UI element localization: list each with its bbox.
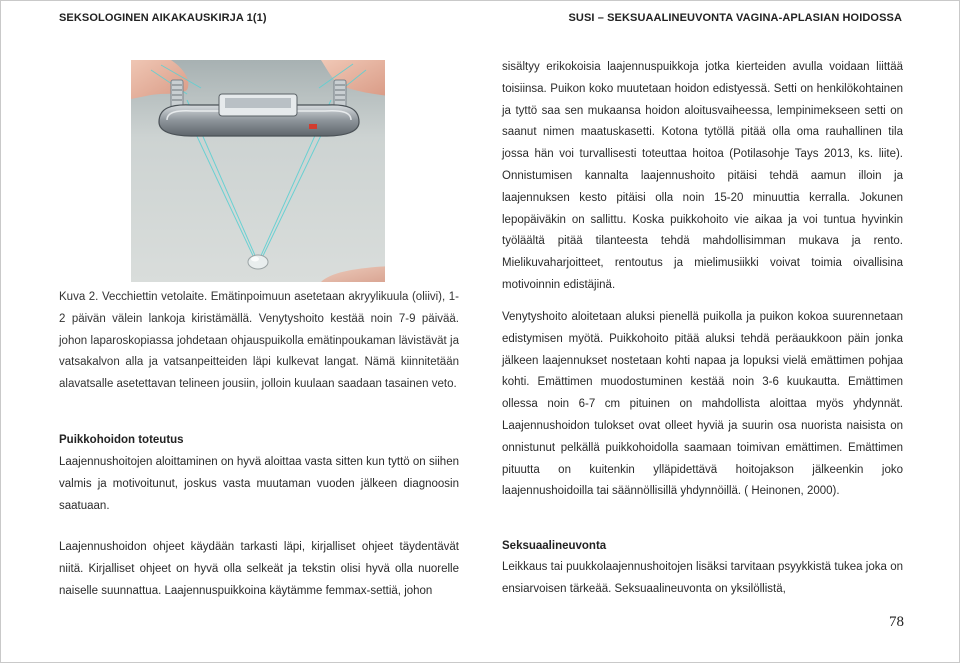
device-illustration <box>131 60 385 282</box>
section-heading-puikkohoidon-toteutus: Puikkohoidon toteutus <box>59 434 184 446</box>
figure-vecchietti-device-photo <box>131 60 385 282</box>
red-marker-icon <box>309 124 317 129</box>
paragraph-right-2: Venytyshoito aloitetaan aluksi pienellä puikolla ja puikon kokoa suurennetaan edistymisen myötä. Puikkohoito pitää aluksi tehdä peräaukkoon päin jonka jälkeen laajennukset nostetaan kohti napaa ja lopuksi vielä emättimen pohjaa kohti. Emättimen muodostuminen kestää noin 3-6 kuukautta. Emättimen ollessa noin 6-7 cm pituinen on mahdollista aloittaa myös yhdynnät. Laajennushoidon tulokset ovat olleet hyviä ja suurin osa nuorista naisista on onnistunut pelkällä puikkohoidolla saamaan toimivan emättimen. Emättimen pituutta on kuitenkin ylläpidettävä hoitojakson jälkeenkin joko laajennushoidoilla tai säännöllisillä yhdynnöillä. ( Heinonen, 2000). <box>502 311 903 498</box>
paragraph-right-1: sisältyy erikokoisia laajennuspuikkoja jotka kierteiden avulla voidaan liittää toisiinsa. Puikon koko muutetaan hoidon edistyessä. Setti on henkilökohtainen ja tyttö saa sen mukaansa hoidon aloitusvaiheessa, lempinimekseen setti on saanut nimen maatuskasetti. Kotona tytöllä pitää olla oma rauhallinen tila jossa hän voi turvallisesti toteuttaa hoitoa (Potilasohje Tays 2013, ks. liite). Onnistumisen kannalta laajennushoito pitäisi tehdä aamun illoin ja laajennuksen kesto pitäisi olla noin 15-20 minuuttia kerralla. Jokunen lepopäiväkin on sallittu. Koska puikkohoito vie aikaa ja voi tuntua hyvinkin työläältä pitää tilanteesta tehdä mahdollisimman mukava ja rento. Mielikuvaharjoitteet, rentoutus ja mielimusiikki voivat toimia oivallisina motivoinnin edistäjinä. <box>502 61 903 291</box>
running-header-left: SEKSOLOGINEN AIKAKAUSKIRJA 1(1) <box>59 12 267 24</box>
figure-caption: Kuva 2. Vecchiettin vetolaite. Emätinpoimuun asetetaan akryylikuula (oliivi), 1-2 päivän välein lankoja kiristämällä. Venytyshoito kestää noin 7-9 päivää. johon laparoskopiassa johdetaan ohjauspuikolla emätinpoukaman lävistävät ja vatsakalvon alla ja vatsanpeitteiden läpi kulkevat langat. Nämä kiinnitetään alavatsalle asetettavan telineen jousiin, jolloin kuulaan saadaan tasainen veto. <box>59 291 459 391</box>
acrylic-ball-icon <box>248 255 268 269</box>
section-heading-seksuaalineuvonta: Seksuaalineuvonta <box>502 540 607 552</box>
running-header-right: SUSI – SEKSUAALINEUVONTA VAGINA-APLASIAN HOIDOSSA <box>568 12 902 24</box>
paragraph-left-1: Laajennushoitojen aloittaminen on hyvä aloittaa vasta sitten kun tyttö on siihen valmis ja motivoitunut, joskus vasta muutaman vuoden jälkeen diagnoosin saatuaan. <box>59 456 459 512</box>
paragraph-left-2: Laajennushoidon ohjeet käydään tarkasti läpi, kirjalliset ohjeet täydentävät niitä. Kirjalliset ohjeet on hyvä olla selkeät ja tekstin olisi hyvä olla nuorelle naiselle suunnattua. Laajennuspuikkoina käytämme femmax-settiä, johon <box>59 541 459 597</box>
page-number: 78 <box>889 614 904 630</box>
paragraph-right-3: Leikkaus tai puukkolaajennushoitojen lisäksi tarvitaan psyykkistä tukea joka on ensiarvoisen tärkeää. Seksuaalineuvonta on yksilöllistä, <box>502 561 903 595</box>
